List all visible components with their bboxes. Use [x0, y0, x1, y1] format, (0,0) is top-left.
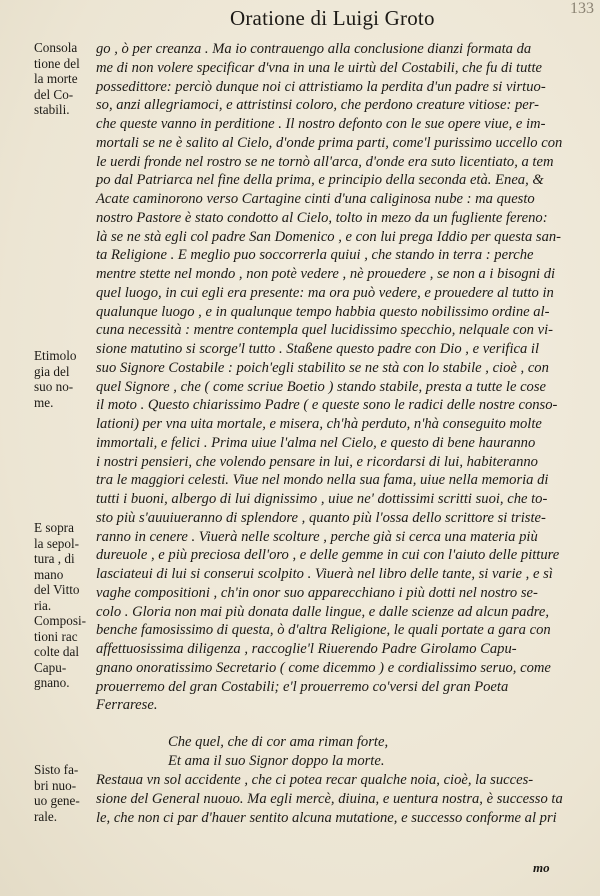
- text-line: Restaua vn sol accidente , che ci potea recar qualche noia, cioè, la succes-: [96, 772, 534, 788]
- text-line: possedittore: perciò dunque noi ci attristiamo la perdita d'un padre si virtuo-: [96, 78, 546, 95]
- text-line: gnano onoratissimo Secretario ( come dicemmo ) e cordialissimo seruo, come: [96, 659, 551, 676]
- oration-tail-text: [96, 771, 574, 827]
- marginal-line: gia del: [34, 363, 70, 379]
- marginal-line: Composi-: [34, 613, 87, 628]
- text-line: me di non volere specificar d'vna in una le uirtù del Costabili, che fu di tutte: [96, 59, 542, 76]
- text-line: mentre stette nel mondo , non potè vedere , nè prouedere , se non a i bisogni di: [96, 266, 556, 282]
- text-line: le uerdi fronde nel rostro se ne tornò all'arca, d'onde era suto licentiato, a tem: [96, 153, 554, 170]
- text-line: colo . Gloria non mai più donata dalle lingue, e dalle scienze ad alcun padre,: [96, 603, 550, 620]
- marginal-line: la morte: [34, 71, 78, 86]
- text-line: sione matutino si scorge'l tutto . Staßene questo padre con Dio , e verifica il: [96, 341, 540, 357]
- marginal-line: Consola: [34, 40, 78, 55]
- text-line: ranno in cenere . Viuerà nelle scolture , perche già si cerca una materia più: [96, 528, 538, 545]
- marginal-line: ria.: [34, 597, 52, 613]
- oration-body-text: [96, 40, 574, 715]
- marginal-note-consolatione: [34, 40, 96, 118]
- text-line: che queste vanno in perditione . Il nostro defonto con le sue opere viue, e im-: [96, 116, 546, 132]
- text-line: tutti i buoni, albergo di lui dignissimo , uiue ne' dottissimi scritti suoi, che to-: [96, 491, 548, 507]
- text-line: Che quel, che di cor ama riman forte,: [168, 734, 389, 750]
- text-line: lationi) per vna uita mortale, e misera, ch'hà perduto, n'hà conseguito molte: [96, 416, 542, 432]
- text-line: le, che non ci par d'hauer sentito alcuna mutatione, e successo conforme al pri: [96, 809, 557, 826]
- marginal-line: tura , di: [34, 551, 75, 566]
- text-line: immortali, e felici . Prima uiue l'alma nel Cielo, e questo di bene hauranno: [96, 434, 536, 451]
- text-line: mortali se ne è salito al Cielo, d'onde prima parti, come'l purissimo uccello con: [96, 134, 563, 151]
- text-line: nostro Pastore è stato condotto al Cielo, tolto in mezo da un fugliente fereno:: [96, 209, 548, 226]
- marginal-line: stabili.: [34, 102, 70, 117]
- text-line: quel luogo, in cui egli era presente: ma ora può vedere, e prouedere al tutto in: [96, 284, 554, 301]
- page-number: 133: [570, 0, 594, 17]
- text-line: vaghe compositioni , ch'in onor suo apparecchiano i più dotti nel nostro se-: [96, 584, 538, 601]
- marginal-line: Capu-: [34, 659, 67, 675]
- text-line: là se ne stà egli col padre San Domenico , e con lui prega Iddio per questa san-: [96, 228, 562, 245]
- text-line: dureuole , e più preciosa dell'oro , e delle gemme in cui con l'aiuto delle pitture: [96, 547, 560, 564]
- text-line: ta Religione . E meglio puo soccorrerla quiui , che stando in terra : perche: [96, 247, 534, 264]
- text-line: sto più s'auuiueranno di splendore , quanto più l'ossa dello scrittore si triste-: [96, 509, 546, 526]
- marginal-line: rale.: [34, 808, 58, 824]
- text-line: suo Signore Costabile : poich'egli stabilito se ne stà con lo stabile , cioè , con: [96, 359, 549, 376]
- marginal-note-sisto: [34, 762, 96, 824]
- marginal-line: suo no-: [34, 379, 74, 394]
- quoted-verse: [96, 733, 574, 771]
- marginal-line: del Vitto: [34, 582, 80, 597]
- marginal-line: gnano.: [34, 675, 70, 690]
- marginal-line: Sisto fa-: [34, 762, 79, 777]
- text-line: cuna necessità : mentre contempla quel lucidissimo specchio, nelquale con vi-: [96, 322, 554, 339]
- marginal-line: bri nuo-: [34, 777, 77, 793]
- text-line: tra le maggiori celesti. Viue nel mondo nella sua fama, uiue nella memoria di: [96, 472, 549, 489]
- text-line: affettuosissima diligenza , raccoglie'l Riuerendo Padre Girolamo Capu-: [96, 641, 517, 657]
- text-line: lasciateui di lui si conserui scolpito . Viuerà nel libro delle tante, si varie , e sì: [96, 566, 553, 582]
- running-header: Oratione di Luigi Groto: [230, 6, 435, 30]
- text-line: po dal Patriarca nel fine della prima, e principio della seconda età. Enea, &: [96, 172, 544, 189]
- text-line: quel Signore , che ( come scriue Boetio ) stando stabile, presta a tutte le cose: [96, 378, 547, 395]
- text-line: il moto . Questo chiarissimo Padre ( e queste sono le radici delle nostre conso-: [96, 397, 558, 414]
- text-line: sione del General nuouo. Ma egli mercè, diuina, e uentura nostra, è successo ta: [96, 790, 563, 807]
- marginal-line: la sepol-: [34, 535, 80, 551]
- marginal-line: tioni rac: [34, 628, 78, 644]
- marginal-line: me.: [34, 394, 54, 410]
- text-line: go , ò per creanza . Ma io contrauengo alla conclusione dianzi formata da: [96, 41, 532, 57]
- text-line: Ferrarese.: [96, 697, 158, 714]
- marginal-note-etimologia: [34, 348, 96, 410]
- text-line: qualunque luogo , e in qualunque tempo habbia questo nobilissimo ordine al-: [96, 303, 550, 320]
- text-line: Acate caminorono verso Cartagine cinti d'una caliginosa nube : ma questo: [96, 191, 535, 207]
- marginal-line: colte dal: [34, 644, 80, 659]
- text-line: Et ama il suo Signor doppo la morte.: [168, 752, 385, 769]
- text-line: benche famosissimo di questa, ò d'altra Religione, le quali portate a gara con: [96, 622, 551, 639]
- text-line: prouerremo del gran Costabili; e'l prouerremo co'versi del gran Poeta: [96, 678, 509, 695]
- marginal-line: Etimolo: [34, 348, 77, 363]
- text-line: so, anzi allegriamoci, e attristinsi coloro, che perdono creature vitiose: per-: [96, 97, 539, 114]
- marginal-line: E sopra: [34, 520, 74, 535]
- marginal-note-sepoltura: [34, 520, 96, 691]
- marginal-line: mano: [34, 566, 64, 582]
- marginal-line: del Co-: [34, 86, 74, 102]
- text-line: i nostri pensieri, che volendo pensare in lui, e ricordarsi di lui, habiteranno: [96, 453, 538, 470]
- catchword: mo: [533, 860, 550, 875]
- marginal-line: uo gene-: [34, 793, 80, 808]
- marginal-line: tione del: [34, 55, 80, 71]
